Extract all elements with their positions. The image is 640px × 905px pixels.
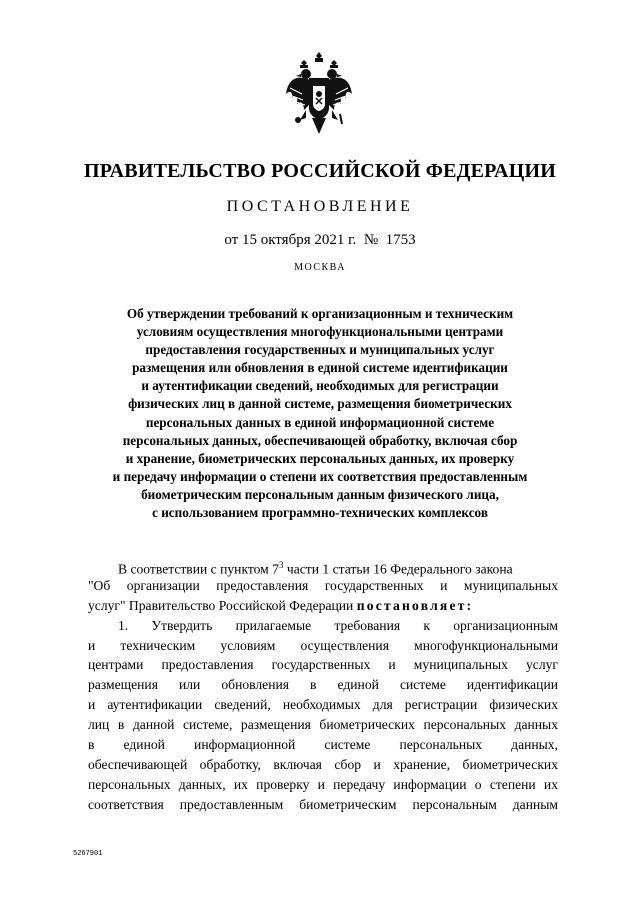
- paragraph-2-line: центрами предоставления государственных и муниципальных услуг: [88, 657, 558, 673]
- paragraph-2-line: персональных данных, их проверку и передачу информации о степени их: [88, 776, 558, 792]
- date-number-line: [0, 232, 640, 249]
- document-number: 1753: [385, 232, 416, 248]
- subject-line: физических лиц в данной системе, размещения биометрических: [128, 396, 512, 412]
- subject-line: условиям осуществления многофункциональными центрами: [136, 324, 504, 340]
- paragraph-2-line: в единой информационной системе персональных данных,: [88, 737, 558, 753]
- document-subject: [70, 305, 570, 522]
- paragraph-1-line-3: услуг" Правительство Российской Федерации постановляет:: [88, 597, 474, 613]
- paragraph-2-line: обеспечивающей обработку, включая сбор и хранение, биометрических: [88, 756, 558, 772]
- paragraph-1-line-2: "Об организации предоставления государственных и муниципальных: [88, 577, 558, 593]
- subject-line: с использованием программно-технических комплексов: [152, 505, 488, 521]
- subject-line: предоставления государственных и муниципальных услуг: [145, 342, 495, 358]
- subject-line: и аутентификации сведений, необходимых для регистрации: [141, 378, 499, 394]
- paragraph-2-line: 1. Утвердить прилагаемые требования к организационным: [118, 617, 558, 633]
- subject-line: персональных данных, обеспечивающей обработку, включая сбор: [122, 432, 518, 448]
- paragraph-2-line: размещения или обновления в единой системе идентификации: [88, 677, 558, 693]
- paragraph-2-line: и аутентификации сведений, необходимых для регистрации физических: [88, 697, 558, 713]
- document-date: от 15 октября 2021 г.: [224, 232, 357, 248]
- document-type: ПОСТАНОВЛЕНИЕ: [226, 198, 414, 215]
- subject-line: и хранение, биометрических персональных данных, их проверку: [125, 450, 515, 466]
- paragraph-1-line-1: В соответствии с пунктом $7^3$ части 1 статьи 16 Федерального закона: [118, 560, 513, 577]
- subject-line: и передачу информации о степени их соответствия предоставленным: [112, 468, 528, 484]
- double-headed-eagle-emblem-icon: [284, 50, 354, 136]
- government-title: ПРАВИТЕЛЬСТВО РОССИЙСКОЙ ФЕДЕРАЦИИ: [84, 160, 556, 182]
- number-sign: №: [363, 232, 379, 248]
- paragraph-2-line: соответствия предоставленным биометрическим персональным данным: [88, 796, 558, 812]
- subject-line: персональных данных в единой информационной системе: [145, 414, 495, 430]
- decree-word: постановляет:: [356, 597, 474, 613]
- document-id: 5267901: [73, 850, 103, 858]
- subject-line: размещения или обновления в единой системе идентификации: [132, 360, 508, 376]
- subject-line: биометрическим персональным данным физического лица,: [141, 486, 499, 502]
- superscript: 3: [278, 560, 284, 570]
- city: МОСКВА: [294, 262, 346, 273]
- document-body: [88, 556, 558, 815]
- paragraph-2-line: и техническим условиям осуществления многофункциональными: [88, 637, 558, 653]
- paragraph-2-line: лиц в данной системе, размещения биометрических персональных данных: [88, 717, 558, 733]
- subject-line: Об утверждении требований к организационным и техническим: [126, 306, 514, 321]
